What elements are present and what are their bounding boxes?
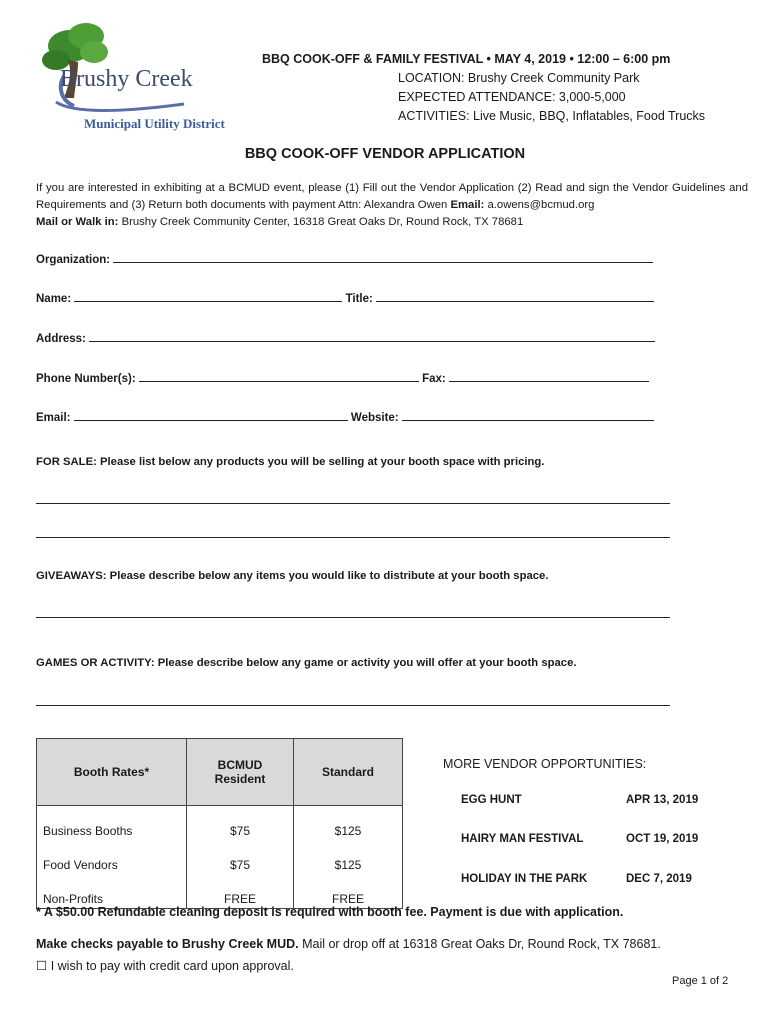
header-resident: BCMUD Resident (187, 739, 294, 806)
phone-field[interactable] (139, 370, 419, 382)
website-label: Website: (350, 412, 399, 424)
page-title: BBQ COOK-OFF VENDOR APPLICATION (244, 146, 526, 162)
website-field[interactable] (402, 409, 654, 421)
resident-rate: FREE (187, 874, 294, 909)
row-label: Non-Profits (37, 874, 187, 909)
opportunity-name: HAIRY MAN FESTIVAL (461, 833, 584, 845)
email-website-row (36, 409, 654, 424)
opportunity-name: EGG HUNT (461, 794, 522, 806)
header-booth-rates: Booth Rates* (37, 739, 187, 806)
standard-rate: FREE (294, 874, 403, 909)
table-row (37, 874, 403, 909)
giveaways-line[interactable] (36, 617, 670, 618)
phone-fax-row (36, 370, 649, 385)
table-header-row (37, 739, 403, 806)
event-headline: BBQ COOK-OFF & FAMILY FESTIVAL • MAY 4, 2019 • 12:00 – 6:00 pm (262, 52, 671, 66)
organization-label: Organization: (36, 254, 111, 266)
organization-field[interactable] (113, 251, 653, 263)
giveaways-label: GIVEAWAYS: Please describe below any items you would like to distribute at your booth space. (36, 570, 549, 582)
fax-label: Fax: (422, 373, 446, 385)
opportunity-date: OCT 19, 2019 (626, 833, 699, 845)
checks-address: Mail or drop off at 16318 Great Oaks Dr, Round Rock, TX 78681. (298, 937, 661, 951)
table-row (37, 840, 403, 874)
event-attendance: EXPECTED ATTENDANCE: 3,000-5,000 (398, 90, 626, 104)
address-row (36, 330, 655, 345)
title-label: Title: (345, 293, 373, 305)
games-label: GAMES OR ACTIVITY: Please describe below any game or activity you will offer at your booth space. (36, 657, 577, 669)
opportunity-name: HOLIDAY IN THE PARK (461, 873, 588, 885)
intro-paragraph (36, 180, 748, 231)
intro-mail-address: Brushy Creek Community Center, 16318 Great Oaks Dr, Round Rock, TX 78681 (118, 216, 524, 228)
for-sale-label: FOR SALE: Please list below any products you will be selling at your booth space with pricing. (36, 456, 545, 468)
title-field[interactable] (376, 290, 654, 302)
standard-rate: $125 (294, 840, 403, 874)
name-field[interactable] (74, 290, 342, 302)
email-field[interactable] (74, 409, 348, 421)
checks-label: Make checks payable to Brushy Creek MUD. (36, 937, 299, 951)
intro-email-label: Email: (450, 199, 485, 211)
deposit-note: * A $50.00 Refundable cleaning deposit is required with booth fee. Payment is due with application. (36, 905, 624, 919)
credit-card-label: I wish to pay with credit card upon approval. (47, 959, 294, 973)
page-number: Page 1 of 2 (672, 975, 729, 987)
name-title-row (36, 290, 654, 305)
booth-rates-table (36, 738, 403, 909)
credit-card-checkbox[interactable]: ☐ (36, 959, 48, 973)
event-activities: ACTIVITIES: Live Music, BBQ, Inflatables, Food Trucks (398, 109, 706, 123)
name-label: Name: (36, 293, 72, 305)
fax-field[interactable] (449, 370, 649, 382)
for-sale-line-2[interactable] (36, 537, 670, 538)
address-label: Address: (36, 333, 86, 345)
logo-subtitle: Municipal Utility District (84, 116, 225, 131)
opportunity-date: APR 13, 2019 (626, 794, 699, 806)
organization-row (36, 251, 653, 266)
credit-card-row (36, 958, 294, 973)
email-label: Email: (36, 412, 71, 424)
intro-text: If you are interested in exhibiting at a BCMUD event, please (1) Fill out the Vendor Application (2) Read and sign the Vendor Guidelines and Requirements and (3) Return both documents with payment Attn: Alexandra Owen (36, 182, 748, 211)
games-line[interactable] (36, 705, 670, 706)
logo-org-name: Brushy Creek (60, 66, 193, 92)
event-location: LOCATION: Brushy Creek Community Park (398, 71, 640, 85)
resident-rate: $75 (187, 806, 294, 841)
phone-label: Phone Number(s): (36, 373, 136, 385)
address-field[interactable] (89, 330, 655, 342)
row-label: Food Vendors (37, 840, 187, 874)
intro-email[interactable]: a.owens@bcmud.org (484, 199, 595, 211)
row-label: Business Booths (37, 806, 187, 841)
table-row (37, 806, 403, 841)
opportunity-date: DEC 7, 2019 (626, 873, 692, 885)
header-standard: Standard (294, 739, 403, 806)
opportunities-title: MORE VENDOR OPPORTUNITIES: (443, 757, 647, 771)
resident-rate: $75 (187, 840, 294, 874)
checks-line (36, 937, 661, 951)
standard-rate: $125 (294, 806, 403, 841)
intro-mail-label: Mail or Walk in: (36, 216, 119, 228)
for-sale-line-1[interactable] (36, 503, 670, 504)
